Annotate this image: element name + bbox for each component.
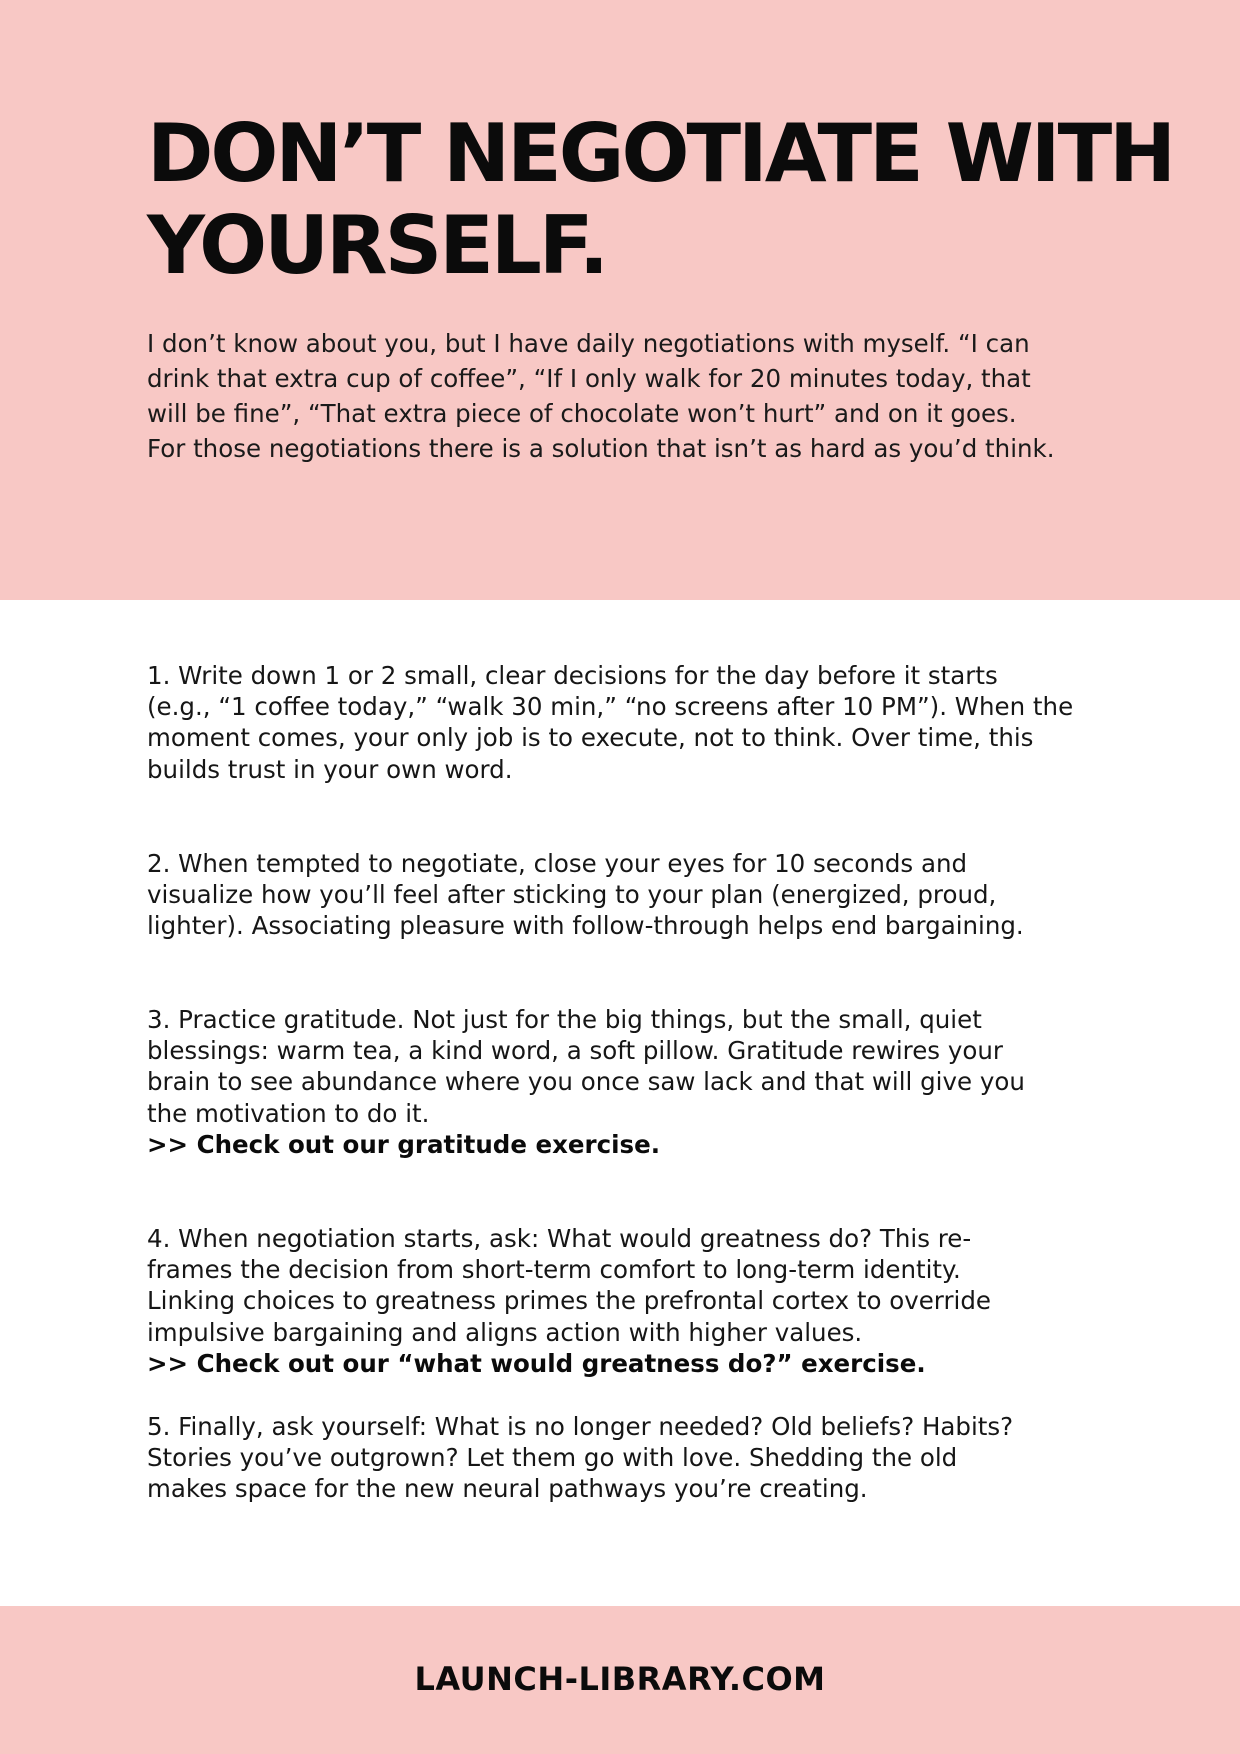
tip-line: blessings: warm tea, a kind word, a soft pillow. Gratitude rewires your: [147, 1036, 1003, 1066]
intro-line: I don’t know about you, but I have daily negotiations with myself. “I can: [147, 329, 1030, 358]
tip-line: moment comes, your only job is to execute, not to think. Over time, this: [147, 723, 1034, 753]
intro-line: will be fine”, “That extra piece of chocolate won’t hurt” and on it goes.: [147, 399, 1017, 428]
tip-line: (e.g., “1 coffee today,” “walk 30 min,” “no screens after 10 PM”). When the: [147, 692, 1074, 722]
tip-4: [147, 1223, 1127, 1379]
intro-line: For those negotiations there is a solution that isn’t as hard as you’d think.: [147, 434, 1055, 463]
tip-line: 2. When tempted to negotiate, close your eyes for 10 seconds and: [147, 849, 968, 878]
gratitude-exercise-link[interactable]: >> Check out our gratitude exercise.: [147, 1129, 661, 1159]
tip-line: 5. Finally, ask yourself: What is no longer needed? Old beliefs? Habits?: [147, 1412, 1014, 1441]
greatness-exercise-link[interactable]: >> Check out our “what would greatness do?” exercise.: [147, 1348, 926, 1378]
footer-site-link[interactable]: LAUNCH-LIBRARY.COM: [414, 1660, 826, 1698]
tip-line: builds trust in your own word.: [147, 754, 513, 784]
header-band: [0, 0, 1240, 600]
tip-line: lighter). Associating pleasure with follow-through helps end bargaining.: [147, 911, 1024, 941]
tip-line: frames the decision from short-term comfort to long-term identity.: [147, 1255, 961, 1285]
page-title: [147, 107, 1174, 292]
tip-line: Linking choices to greatness primes the prefrontal cortex to override: [147, 1286, 991, 1316]
tip-5: [147, 1411, 1127, 1505]
page-title-line: DON’T NEGOTIATE WITH: [147, 107, 1174, 200]
tip-line: impulsive bargaining and aligns action with higher values.: [147, 1317, 863, 1347]
tip-line: Stories you’ve outgrown? Let them go with love. Shedding the old: [147, 1443, 958, 1473]
tip-2: [147, 848, 1127, 942]
tip-line: 3. Practice gratitude. Not just for the big things, but the small, quiet: [147, 1005, 982, 1034]
tip-3: [147, 1004, 1127, 1160]
intro-paragraph: [147, 326, 1127, 466]
tip-line: visualize how you’ll feel after sticking to your plan (energized, proud,: [147, 880, 997, 910]
intro-line: drink that extra cup of coffee”, “If I only walk for 20 minutes today, that: [147, 364, 1031, 393]
tip-line: makes space for the new neural pathways you’re creating.: [147, 1474, 868, 1504]
tip-line: the motivation to do it.: [147, 1098, 430, 1128]
tip-1: [147, 660, 1127, 785]
tip-line: 1. Write down 1 or 2 small, clear decisions for the day before it starts: [147, 661, 998, 690]
footer-band: [0, 1606, 1240, 1754]
tip-line: brain to see abundance where you once saw lack and that will give you: [147, 1067, 1025, 1097]
tip-line: 4. When negotiation starts, ask: What would greatness do? This re-: [147, 1224, 972, 1253]
page-title-line: YOURSELF.: [147, 199, 607, 292]
